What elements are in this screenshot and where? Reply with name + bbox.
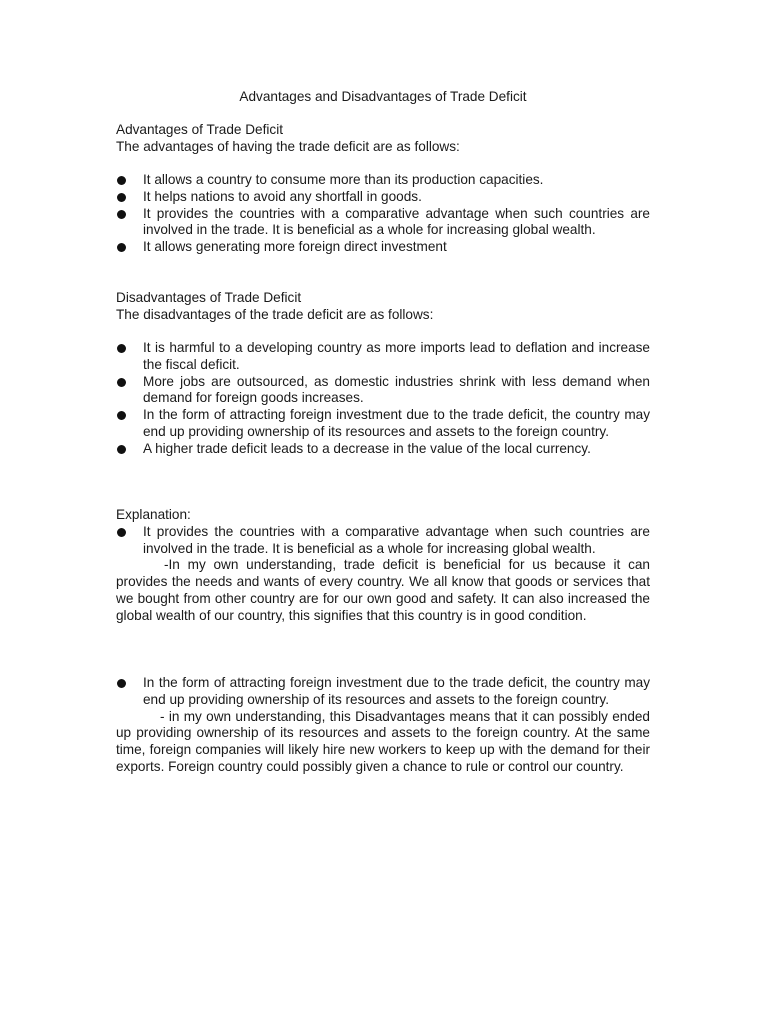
list-item: In the form of attracting foreign investment due to the trade deficit, the country may end up providing ownership of its resources and assets to the foreign country. <box>116 675 650 709</box>
list-item: More jobs are outsourced, as domestic industries shrink with less demand when demand for foreign goods increases. <box>116 374 650 408</box>
bullet-icon <box>117 528 126 537</box>
explanation-heading: Explanation: <box>116 507 191 522</box>
explanation-point-2 <box>116 675 650 709</box>
bullet-icon <box>117 176 126 185</box>
bullet-icon <box>117 210 126 219</box>
explanation-point-1 <box>116 524 650 558</box>
bullet-icon <box>117 243 126 252</box>
explanation-section-2 <box>116 675 650 776</box>
explanation-commentary-2: - in my own understanding, this Disadvantages means that it can possibly ended up providing ownership of its resources and assets to the foreign country. At the same time, foreign companies will likely hire new workers to keep up with the demand for their exports. Foreign country could possibly given a chance to rule or control our country. <box>116 708 650 774</box>
bullet-icon <box>117 679 126 688</box>
list-item: It is harmful to a developing country as more imports lead to deflation and increase the fiscal deficit. <box>116 340 650 374</box>
disadvantages-heading: Disadvantages of Trade Deficit <box>116 290 302 305</box>
disadvantages-list <box>116 340 650 458</box>
advantages-section <box>116 122 650 156</box>
explanation-commentary-1: -In my own understanding, trade deficit is beneficial for us because it can provides the needs and wants of every country. We all know that goods or services that we bought from other country are for our own good and safety. It can also increased the global wealth of our country, this signifies that this country is in good condition. <box>116 557 650 623</box>
bullet-icon <box>117 344 126 353</box>
disadvantages-intro: The disadvantages of the trade deficit are as follows: <box>116 306 434 322</box>
list-item: It allows a country to consume more than its production capacities. <box>116 172 650 189</box>
advantages-list <box>116 172 650 256</box>
explanation-section <box>116 507 650 625</box>
list-item: It provides the countries with a comparative advantage when such countries are involved in the trade. It is beneficial as a whole for increasing global wealth. <box>116 524 650 558</box>
document-title: Advantages and Disadvantages of Trade Deficit <box>239 89 527 104</box>
advantages-intro: The advantages of having the trade deficit are as follows: <box>116 138 460 154</box>
list-item: It helps nations to avoid any shortfall in goods. <box>116 189 650 206</box>
bullet-icon <box>117 193 126 202</box>
advantages-heading: Advantages of Trade Deficit <box>116 122 283 137</box>
bullet-icon <box>117 378 126 387</box>
list-item: It allows generating more foreign direct investment <box>116 239 650 256</box>
disadvantages-section <box>116 290 650 324</box>
list-item: In the form of attracting foreign investment due to the trade deficit, the country may end up providing ownership of its resources and assets to the foreign country. <box>116 407 650 441</box>
bullet-icon <box>117 445 126 454</box>
list-item: A higher trade deficit leads to a decrease in the value of the local currency. <box>116 441 650 458</box>
list-item: It provides the countries with a comparative advantage when such countries are involved in the trade. It is beneficial as a whole for increasing global wealth. <box>116 206 650 240</box>
bullet-icon <box>117 411 126 420</box>
